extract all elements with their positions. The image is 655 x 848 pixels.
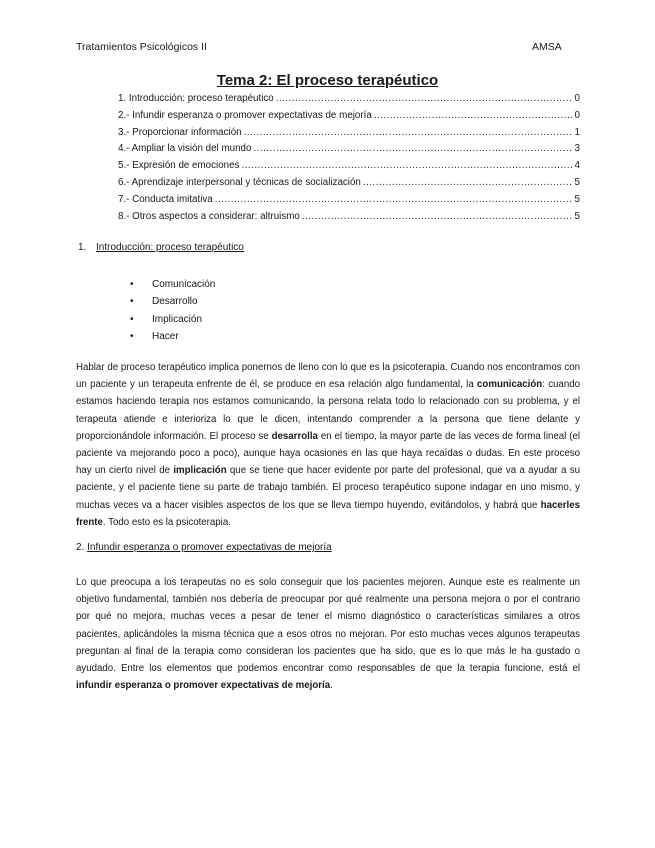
section-1-heading <box>78 242 244 253</box>
section-2-paragraph <box>76 574 580 694</box>
toc-entry[interactable] <box>118 127 580 144</box>
toc-entry-page: 5 <box>574 176 580 188</box>
toc-entry[interactable] <box>118 110 580 127</box>
toc-entry-label: 4.- Ampliar la visión del mundo <box>118 143 252 155</box>
toc-leader <box>276 93 573 104</box>
toc-entry-page: 0 <box>574 109 580 121</box>
list-item <box>130 311 215 328</box>
section-1-number: 1. <box>78 242 87 253</box>
list-item <box>130 328 215 345</box>
toc-entry[interactable] <box>118 160 580 177</box>
toc-leader <box>374 110 573 121</box>
toc-entry-page: 1 <box>574 126 580 138</box>
bold-term: desarrolla <box>271 430 318 442</box>
header-course: Tratamientos Psicológicos II <box>76 41 207 53</box>
bold-term: hacerles frente <box>76 499 580 528</box>
bullet-icon: • <box>130 331 134 343</box>
toc-entry[interactable] <box>118 211 580 228</box>
toc-entry-label: 2.- Infundir esperanza o promover expectativas de mejoría <box>118 109 372 121</box>
toc-leader <box>241 160 572 171</box>
text-run: en el tiempo, la mayor parte de las veces de forma lineal (el paciente va mejorando poco a poco), aunque haya ocasiones en las que haya recaídas o dudas. En este proceso hay un cierto nivel de <box>76 430 580 477</box>
toc-entry-page: 0 <box>574 93 580 104</box>
text-run: . Todo esto es la psicoterapia. <box>102 516 231 528</box>
toc-leader <box>363 177 573 188</box>
bullet-icon: • <box>130 279 134 291</box>
toc-entry-label: 5.- Expresión de emociones <box>118 160 240 172</box>
bullet-list <box>130 276 215 345</box>
section-2-number: 2. <box>76 542 85 553</box>
list-item <box>130 276 215 293</box>
bold-term: infundir esperanza o promover expectativas de mejoría <box>76 680 331 692</box>
section-1-title: Introducción: proceso terapéutico <box>96 242 244 253</box>
list-item-label: Hacer <box>152 331 179 343</box>
text-run: : cuando estamos haciendo terapia nos estamos comunicando, la persona relata todo lo relacionado con su problema, y el terapeuta atiende e interioriza lo que le dicen, intentando comprender a la persona que tiene delante y proporcionándole información. El proceso se <box>76 379 580 442</box>
toc-entry[interactable] <box>118 143 580 160</box>
header-author: AMSA <box>532 41 562 53</box>
toc-leader <box>244 127 573 138</box>
section-2-title: Infundir esperanza o promover expectativas de mejoría <box>87 542 332 553</box>
toc-entry-page: 4 <box>574 160 580 172</box>
toc-entry-label: 1. Introducción: proceso terapéutico <box>118 93 274 104</box>
bold-term: comunicación <box>477 379 543 391</box>
page-title <box>0 72 655 89</box>
toc-entry-label: 3.- Proporcionar información <box>118 126 242 138</box>
text-run: Hablar de proceso terapéutico implica ponernos de lleno con lo que es la psicoterapia. Cuando nos encontramos con un paciente y un terapeuta enfrente de él, se produce en esa relación algo fundamental, la <box>76 362 580 391</box>
toc-leader <box>253 143 572 154</box>
text-run: . <box>330 680 333 692</box>
toc-entry-label: 7.- Conducta imitativa <box>118 193 213 205</box>
toc-entry[interactable] <box>118 93 580 110</box>
bullet-icon: • <box>130 313 134 325</box>
section-2-heading <box>76 542 332 553</box>
list-item-label: Comunicación <box>152 279 216 291</box>
toc-entry[interactable] <box>118 177 580 194</box>
text-run: Lo que preocupa a los terapeutas no es solo conseguir que los pacientes mejoren. Aunque este es realmente un objetivo fundamental, también nos debería de preocupar por qué realmente una persona mejora o por el contrario por qué no mejora, muchas veces a pesar de tener el mismo diagnóstico o características similares a otros pacientes, aplicándoles la misma técnica que a esos otros no mejoran. Por esto muchas veces algunos terapeutas preguntan al final de la terapia como consideran los pacientes que ha sido, que es lo que más le ha gustado o ayudado. Entre los elementos que podemos encontrar como responsables de que la terapia funcione, está el <box>76 577 580 675</box>
list-item <box>130 293 215 310</box>
toc-entry-page: 5 <box>574 210 580 222</box>
list-item-label: Desarrollo <box>152 296 198 308</box>
toc-entry-label: 6.- Aprendizaje interpersonal y técnicas de socialización <box>118 176 361 188</box>
toc-leader <box>215 194 573 205</box>
toc-entry-label: 8.- Otros aspectos a considerar: altruismo <box>118 210 300 222</box>
table-of-contents <box>118 93 580 227</box>
toc-entry-page: 5 <box>574 193 580 205</box>
page-title-text: Tema 2: El proceso terapéutico <box>216 72 439 89</box>
toc-entry[interactable] <box>118 194 580 211</box>
toc-leader <box>302 211 573 222</box>
list-item-label: Implicación <box>152 313 203 325</box>
bullet-icon: • <box>130 296 134 308</box>
bold-term: implicación <box>173 465 227 477</box>
text-run: que se tiene que hacer evidente por parte del profesional, que va a ayudar a su paciente, y el paciente tiene su parte de trabajo también. El proceso terapéutico supone indagar en uno mismo, y muchas veces va a hacer visibles aspectos de los que se lleva tiempo huyendo, evitándolos, y habrá que <box>76 465 580 511</box>
toc-entry-page: 3 <box>574 143 580 155</box>
section-1-paragraph <box>76 359 580 531</box>
